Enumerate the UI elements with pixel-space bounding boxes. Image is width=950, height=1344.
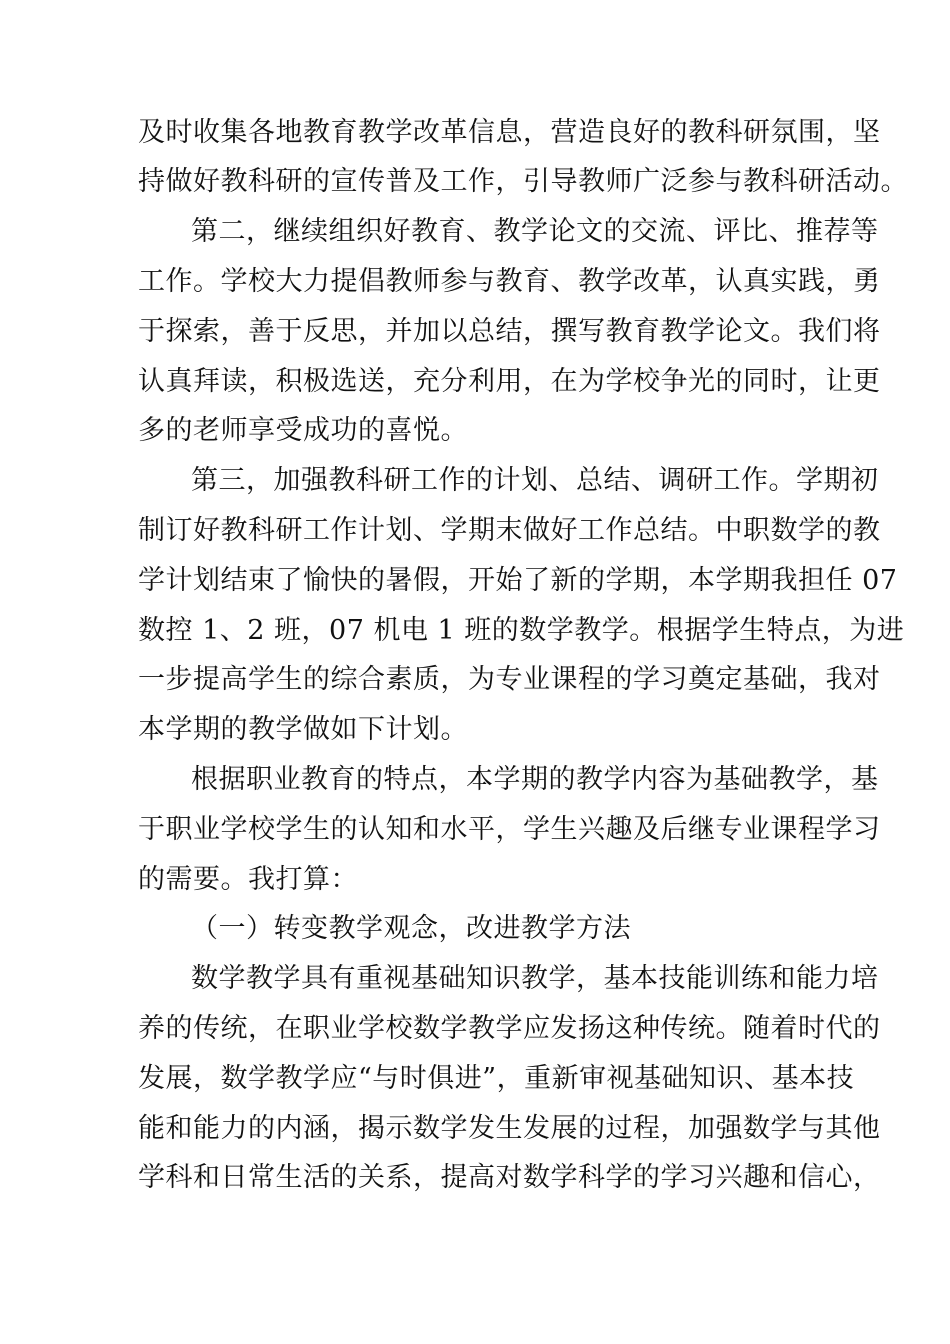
text-line: 第三，加强教科研工作的计划、总结、调研工作。学期初 [191, 465, 879, 496]
text-line: 根据职业教育的特点，本学期的教学内容为基础教学，基 [191, 764, 879, 795]
text-line: 多的老师享受成功的喜悦。 [138, 415, 468, 446]
text-line: 数学教学具有重视基础知识教学，基本技能训练和能力培 [191, 963, 879, 994]
text-line: 认真拜读，积极选送，充分利用，在为学校争光的同时，让更 [138, 366, 881, 397]
text-line: 第二，继续组织好教育、教学论文的交流、评比、推荐等 [191, 216, 879, 247]
text-line: 及时收集各地教育教学改革信息，营造良好的教科研氛围，坚 [138, 117, 881, 148]
text-line: 学科和日常生活的关系，提高对数学科学的学习兴趣和信心， [138, 1162, 881, 1193]
text-line: 发展，数学教学应“与时俱进”，重新审视基础知识、基本技 [138, 1063, 855, 1094]
text-line: 于职业学校学生的认知和水平，学生兴趣及后继专业课程学习 [138, 814, 881, 845]
text-line: 一步提高学生的综合素质，为专业课程的学习奠定基础，我对 [138, 664, 881, 695]
text-line: 养的传统，在职业学校数学教学应发扬这种传统。随着时代的 [138, 1013, 881, 1044]
text-line: 本学期的教学做如下计划。 [138, 714, 468, 745]
text-line: 学计划结束了愉快的暑假，开始了新的学期，本学期我担任 07 [138, 565, 898, 596]
text-line: 数控 1、2 班，07 机电 1 班的数学教学。根据学生特点，为进 [138, 615, 905, 646]
text-line: 于探索，善于反思，并加以总结，撰写教育教学论文。我们将 [138, 316, 881, 347]
section-heading: （一）转变教学观念，改进教学方法 [191, 913, 631, 944]
text-line: 制订好教科研工作计划、学期末做好工作总结。中职数学的教 [138, 515, 881, 546]
text-line: 的需要。我打算： [138, 864, 358, 895]
text-line: 工作。学校大力提倡教师参与教育、教学改革，认真实践，勇 [138, 266, 881, 297]
text-line: 能和能力的内涵，揭示数学发生发展的过程，加强数学与其他 [138, 1113, 881, 1144]
text-line: 持做好教科研的宣传普及工作，引导教师广泛参与教科研活动。 [138, 166, 908, 197]
